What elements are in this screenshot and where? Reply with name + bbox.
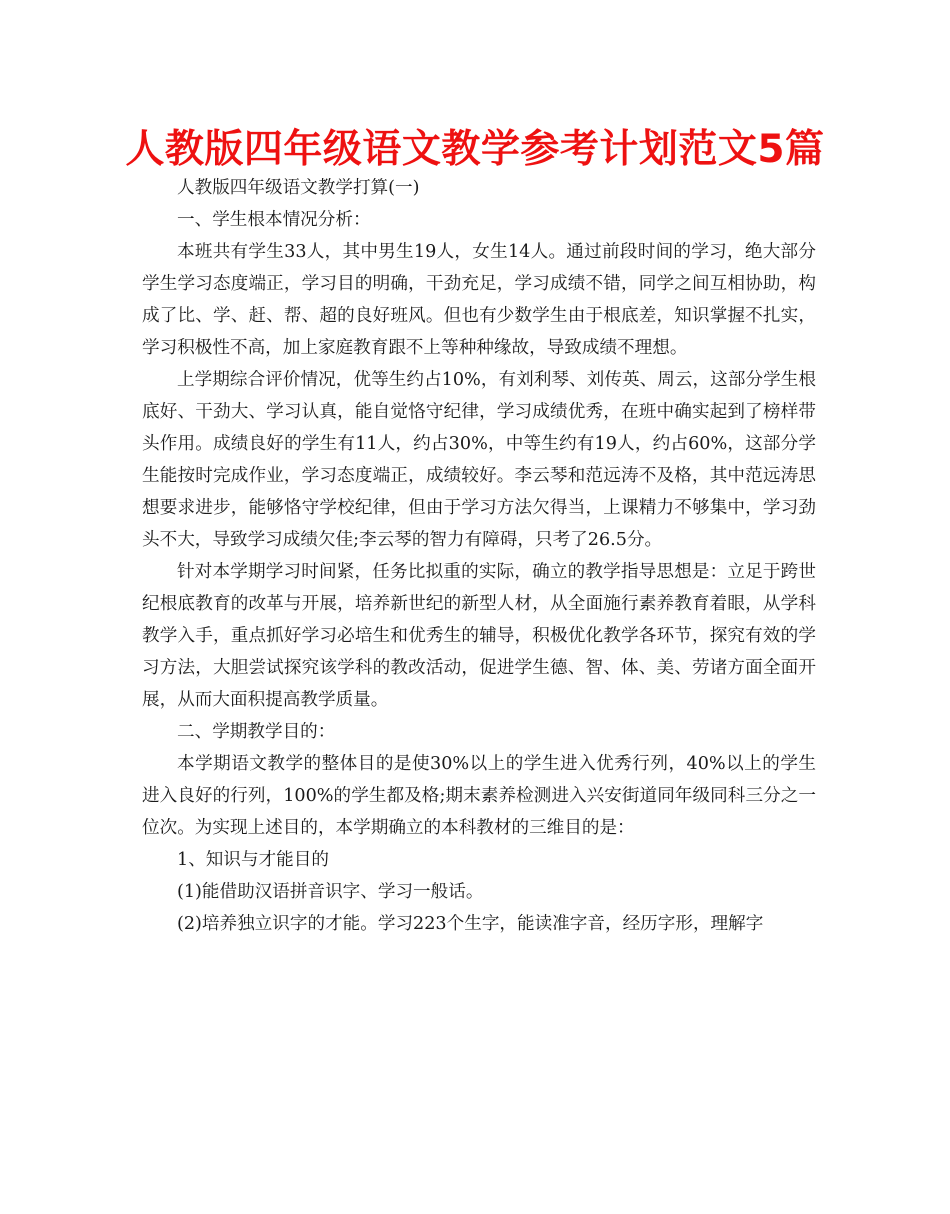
paragraph-section-2-heading: 二、学期教学目的： (177, 722, 336, 742)
paragraph-goal-item-1: (1)能借助汉语拼音识字、学习一般话。 (177, 882, 484, 902)
paragraph-goal-item-2: (2)培养独立识字的才能。学习223个生字，能读准字音，经历字形，理解字 (177, 914, 764, 934)
paragraph-knowledge-goal-heading: 1、知识与才能目的 (177, 850, 329, 870)
document-body (142, 172, 816, 940)
paragraph-last-term-evaluation: 上学期综合评价情况，优等生约占10%，有刘利琴、刘传英、周云，这部分学生根底好、干劲大、学习认真，能自觉恪守纪律，学习成绩优秀，在班中确实起到了榜样带头作用。成绩良好的学生有11人，约占30%，中等生约有19人，约占60%，这部分学生能按时完成作业，学习态度端正，成绩较好。李云琴和范远涛不及格，其中范远涛思想要求进步，能够恪守学校纪律，但由于学习方法欠得当，上课精力不够集中，学习劲头不大，导致学习成绩欠佳;李云琴的智力有障碍，只考了26.5分。 (142, 370, 816, 550)
paragraph-class-overview: 本班共有学生33人，其中男生19人，女生14人。通过前段时间的学习，绝大部分学生学习态度端正，学习目的明确，干劲充足，学习成绩不错，同学之间互相协助，构成了比、学、赶、帮、超的良好班风。但也有少数学生由于根底差，知识掌握不扎实，学习积极性不高，加上家庭教育跟不上等种种缘故，导致成绩不理想。 (142, 242, 816, 358)
paragraph-term-goals: 本学期语文教学的整体目的是使30%以上的学生进入优秀行列，40%以上的学生进入良好的行列，100%的学生都及格;期末素养检测进入兴安街道同年级同科三分之一位次。为实现上述目的，本学期确立的本科教材的三维目的是： (142, 754, 816, 838)
document-title: 人教版四年级语文教学参考计划范文5篇 (125, 127, 825, 172)
paragraph-heading-plan: 人教版四年级语文教学打算(一) (177, 178, 420, 198)
paragraph-section-1-heading: 一、学生根本情况分析： (177, 210, 371, 230)
paragraph-teaching-guideline: 针对本学期学习时间紧，任务比拟重的实际，确立的教学指导思想是：立足于跨世纪根底教育的改革与开展，培养新世纪的新型人材，从全面施行素养教育着眼，从学科教学入手，重点抓好学习必培生和优秀生的辅导，积极优化教学各环节，探究有效的学习方法，大胆尝试探究该学科的教改活动，促进学生德、智、体、美、劳诸方面全面开展，从而大面积提高教学质量。 (142, 562, 816, 710)
